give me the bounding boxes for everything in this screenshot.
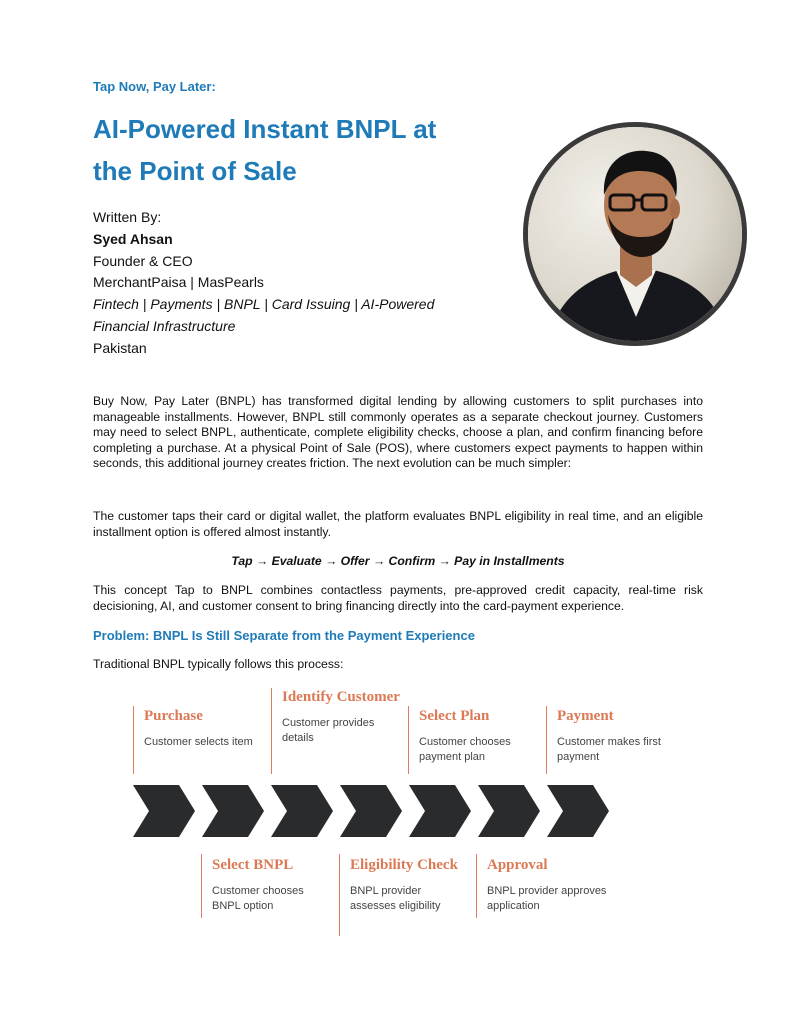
problem-heading: Problem: BNPL Is Still Separate from the Payment Experience	[93, 628, 475, 643]
step-select-plan	[408, 706, 537, 774]
step-description: BNPL provider approves application	[487, 885, 607, 912]
concept-paragraph: This concept Tap to BNPL combines contactless payments, pre-approved credit capacity, real-time risk decisioning, AI, and customer consent to bring financing directly into the card-payment experience.	[93, 583, 703, 613]
step-description: Customer provides details	[282, 717, 375, 744]
step-title: Select BNPL	[212, 857, 294, 873]
article-title	[93, 108, 513, 192]
step-title: Eligibility Check	[350, 857, 458, 873]
step-title: Identify Customer	[282, 689, 400, 705]
author-photo	[528, 127, 742, 341]
chevron-arrow	[409, 785, 471, 837]
step-payment	[546, 706, 675, 774]
step-title: Approval	[487, 857, 548, 873]
process-intro: Traditional BNPL typically follows this process:	[93, 657, 344, 671]
intro-paragraph: Buy Now, Pay Later (BNPL) has transformed digital lending by allowing customers to split purchases into manageable installments. However, BNPL still commonly operates as a separate checkout journey. Customers may need to select BNPL, authenticate, complete eligibility checks, choose a plan, and confirm financing before completing a purchase. At a physical Point of Sale (POS), where customers expect payments to happen within seconds, this additional journey creates friction. The next evolution can be much simpler:	[93, 394, 703, 471]
written-by-label: Written By:	[93, 209, 162, 225]
chevron-arrow	[133, 785, 195, 837]
step-identify-customer	[271, 688, 400, 774]
chevron-arrow	[478, 785, 540, 837]
chevron-arrow	[340, 785, 402, 837]
author-expertise-2: Financial Infrastructure	[93, 317, 236, 334]
step-title: Select Plan	[419, 708, 490, 724]
step-title: Payment	[557, 708, 614, 724]
tap-paragraph: The customer taps their card or digital wallet, the platform evaluates BNPL eligibility in real time, and an eligible installment option is offered almost instantly.	[93, 509, 703, 539]
step-purchase	[133, 706, 262, 774]
author-companies: MerchantPaisa | MasPearls	[93, 274, 264, 291]
author-name: Syed Ahsan	[93, 230, 173, 247]
chevron-arrow	[271, 785, 333, 837]
step-description: BNPL provider assesses eligibility	[350, 885, 441, 912]
step-title: Purchase	[144, 708, 203, 724]
title-line-2: the Point of Sale	[93, 156, 297, 186]
process-arrow-row	[133, 785, 613, 837]
process-tagline: Tap → Evaluate → Offer → Confirm → Pay in Installments	[231, 554, 565, 568]
author-block	[93, 207, 513, 360]
author-country: Pakistan	[93, 339, 147, 356]
author-role: Founder & CEO	[93, 252, 193, 269]
title-line-1: AI-Powered Instant BNPL at	[93, 114, 437, 144]
step-description: Customer chooses payment plan	[419, 736, 511, 763]
chevron-arrow	[547, 785, 609, 837]
author-expertise-1: Fintech | Payments | BNPL | Card Issuing | AI-Powered	[93, 296, 435, 313]
step-eligibility-check	[339, 854, 468, 936]
step-description: Customer makes first payment	[557, 736, 661, 763]
step-approval	[476, 854, 617, 918]
chevron-arrow	[202, 785, 264, 837]
step-description: Customer chooses BNPL option	[212, 885, 304, 912]
article-kicker: Tap Now, Pay Later:	[93, 79, 216, 94]
step-select-bnpl	[201, 854, 330, 918]
step-description: Customer selects item	[144, 736, 253, 748]
